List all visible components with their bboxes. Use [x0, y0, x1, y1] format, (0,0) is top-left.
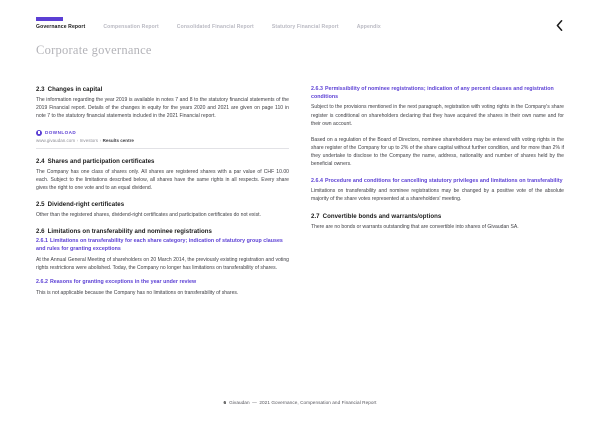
footer-page-number: 6 [223, 400, 227, 405]
download-label: DOWNLOAD [45, 130, 77, 136]
content-columns [36, 86, 564, 306]
section-2-3-body: The information regarding the year 2019 is available in notes 7 and 8 to the statutory financial statements of the 2019 Financial report. Details of the changes in equity for the years 2020 and 2021 are given on page 110 in note 7 to the statutory financial statements included in the 2021 Financial report. [36, 97, 289, 120]
footer-company: Givaudan [229, 400, 250, 405]
brand-accent-bar [36, 17, 63, 21]
section-2-5 [36, 201, 289, 219]
nav-tab-consolidated-financial-report[interactable]: Consolidated Financial Report [176, 24, 254, 30]
section-2-5-title: Dividend-right certificates [47, 201, 125, 209]
nav-tab-statutory-financial-report[interactable]: Statutory Financial Report [271, 24, 339, 30]
top-navigation [36, 17, 564, 37]
nav-tab-compensation-report[interactable]: Compensation Report [103, 24, 159, 30]
download-breadcrumb[interactable] [36, 138, 289, 143]
section-2-6-2-body: This is not applicable because the Company has no limitations on transferability of shares. [36, 289, 239, 296]
section-2-6-4-title: Procedure and conditions for cancelling statutory privileges and limitations on transferability [324, 177, 563, 184]
section-2-6-3-number: 2.6.3 [311, 86, 323, 92]
section-2-6-3-title: Permissibility of nominee registrations; indication of any percent clauses and registration conditions [311, 86, 554, 100]
section-2-6-3-body-1: Subject to the provisions mentioned in the next paragraph, registration with voting rights in the Company's share register is conditional on shareholders declaring that they have acquired the shares in their own name and for their own account. [311, 104, 564, 127]
breadcrumb-separator-1: › [76, 137, 79, 143]
section-2-6-3-heading [311, 86, 564, 101]
section-2-7-number: 2.7 [311, 212, 320, 220]
section-2-6-1-heading [36, 238, 289, 253]
breadcrumb-separator-2: › [99, 137, 102, 143]
section-2-6-2 [36, 279, 289, 297]
page-footer [0, 400, 600, 405]
section-2-3-title: Changes in capital [47, 86, 103, 93]
section-2-3-number: 2.3 [36, 86, 45, 93]
section-2-7-title: Convertible bonds and warrants/options [322, 212, 442, 220]
chevron-left-icon [556, 20, 563, 31]
back-button[interactable] [552, 18, 566, 32]
section-2-7 [311, 213, 564, 231]
download-link[interactable] [36, 130, 289, 136]
section-2-3 [36, 86, 289, 121]
section-2-6-3 [311, 86, 564, 169]
right-column [311, 86, 564, 306]
section-2-5-body: Other than the registered shares, dividend-right certificates and participation certificates do not exist. [36, 212, 261, 219]
section-2-7-heading [311, 213, 564, 220]
section-2-6-1-body: At the Annual General Meeting of shareholders on 20 March 2014, the previously existing registration and voting rights restrictions were abolished. Today, the Company no longer has limitations on transferability of shares. [36, 256, 289, 271]
download-block [36, 130, 289, 149]
section-2-6-number: 2.6 [36, 228, 45, 236]
nav-tabs [36, 24, 564, 30]
nav-tab-governance-report[interactable]: Governance Report [36, 24, 86, 30]
download-divider [36, 148, 289, 149]
section-2-4-body: The Company has one class of shares only. All shares are registered shares with a par value of CHF 10.00 each. Subject to the limitations described below, all shares have the same rights in all respects. Every share gives the right to one vote and to an equal dividend. [36, 168, 289, 191]
section-2-4 [36, 158, 289, 193]
breadcrumb-results-centre: Results centre [102, 137, 134, 143]
breadcrumb-site: www.givaudan.com [36, 137, 76, 143]
left-column [36, 86, 289, 306]
section-2-5-number: 2.5 [36, 201, 45, 209]
page-title: Corporate governance [36, 43, 152, 57]
section-2-6 [36, 228, 289, 272]
section-2-6-4 [311, 178, 564, 204]
section-2-6-heading [36, 228, 289, 235]
section-2-6-4-number: 2.6.4 [311, 177, 323, 184]
download-icon [36, 130, 42, 136]
section-2-5-heading [36, 201, 289, 208]
section-2-6-1-title: Limitations on transferability for each share category; indication of statutory group clauses and rules for granting exceptions [36, 238, 283, 252]
breadcrumb-investors: Investors [79, 137, 99, 143]
section-2-6-4-body: Limitations on transferability and nominee registrations may be changed by a positive vote of the absolute majority of the share votes represented at a shareholders' meeting. [311, 188, 564, 203]
section-2-4-title: Shares and participation certificates [47, 157, 155, 165]
section-2-6-1-number: 2.6.1 [36, 238, 48, 245]
section-2-4-number: 2.4 [36, 157, 45, 165]
section-2-6-2-title: Reasons for granting exceptions in the year under review [49, 278, 197, 285]
section-2-6-2-heading [36, 279, 289, 287]
section-2-4-heading [36, 158, 289, 165]
section-2-3-heading [36, 86, 289, 93]
section-2-6-4-heading [311, 178, 564, 186]
nav-tab-appendix[interactable]: Appendix [356, 24, 381, 30]
section-2-7-body: There are no bonds or warrants outstanding that are convertible into shares of Givaudan SA. [311, 223, 519, 230]
section-2-6-3-body-2: Based on a regulation of the Board of Directors, nominee shareholders may be entered with voting rights in the share register of the Company for up to 2% of the share capital without further condition, and for more than 2% if they undertake to disclose to the Company the name, address, nationality and number of shares held by the beneficial owners. [311, 136, 564, 168]
section-2-6-2-number: 2.6.2 [36, 278, 48, 285]
footer-dash: — [252, 400, 257, 405]
section-2-6-title: Limitations on transferability and nominee registrations [47, 228, 212, 236]
footer-report-name: 2021 Governance, Compensation and Financial Report [259, 400, 377, 405]
